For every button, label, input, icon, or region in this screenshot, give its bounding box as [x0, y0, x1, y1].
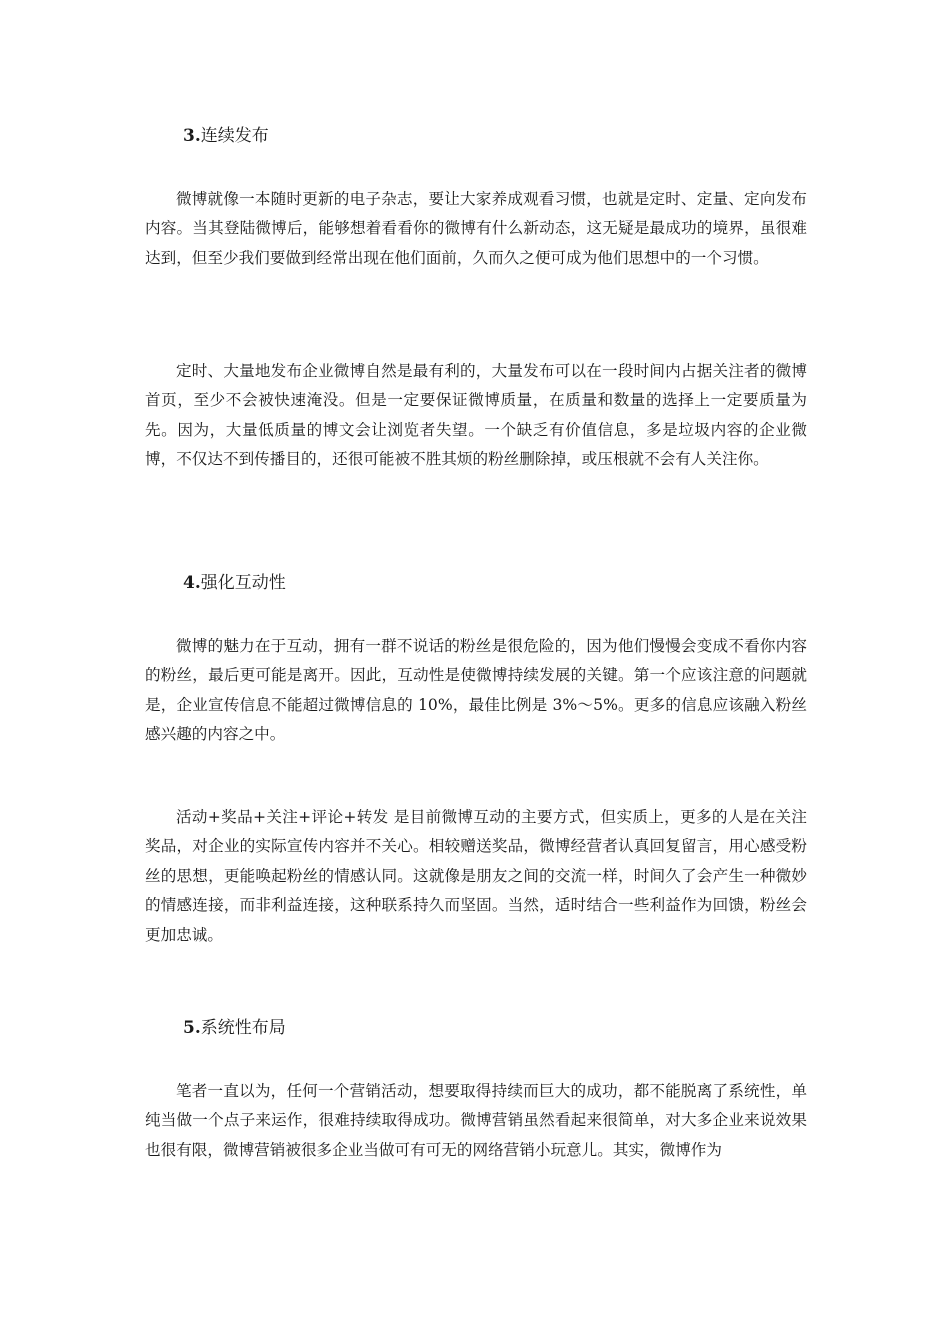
section-5-paragraph-1: 笔者一直以为，任何一个营销活动，想要取得持续而巨大的成功，都不能脱离了系统性，单纯当做一个点子来运作，很难持续取得成功。微博营销虽然看起来很简单，对大多企业来说效果也很有限，微博营销被很多企业当做可有可无的网络营销小玩意儿。其实，微博作为	[145, 1082, 807, 1159]
section-4-number: 4.	[183, 573, 201, 593]
section-3-title: 连续发布	[200, 126, 269, 146]
section-3-paragraph-1: 微博就像一本随时更新的电子杂志，要让大家养成观看习惯，也就是定时、定量、定向发布内容。当其登陆微博后，能够想着看看你的微博有什么新动态，这无疑是最成功的境界，虽很难达到，但至少我们要做到经常出现在他们面前，久而久之便可成为他们思想中的一个习惯。	[145, 190, 807, 267]
section-3-paragraph-2: 定时、大量地发布企业微博自然是最有利的，大量发布可以在一段时间内占据关注者的微博首页，至少不会被快速淹没。但是一定要保证微博质量，在质量和数量的选择上一定要质量为先。因为，大量低质量的博文会让浏览者失望。一个缺乏有价值信息，多是垃圾内容的企业微博，不仅达不到传播目的，还很可能被不胜其烦的粉丝删除掉，或压根就不会有人关注你。	[145, 362, 807, 469]
section-4-heading	[183, 571, 286, 595]
section-4-title: 强化互动性	[200, 573, 286, 593]
section-5-number: 5.	[183, 1018, 201, 1038]
section-4-paragraph-1: 微博的魅力在于互动，拥有一群不说话的粉丝是很危险的，因为他们慢慢会变成不看你内容的粉丝，最后更可能是离开。因此，互动性是使微博持续发展的关键。第一个应该注意的问题就是，企业宣传信息不能超过微博信息的 10%，最佳比例是 3%～5%。更多的信息应该融入粉丝感兴趣的内容之中。	[145, 637, 807, 744]
section-3-heading	[183, 124, 269, 148]
section-5-heading	[183, 1016, 286, 1040]
section-4-paragraph-2: 活动+奖品+关注+评论+转发 是目前微博互动的主要方式，但实质上，更多的人是在关注奖品，对企业的实际宣传内容并不关心。相较赠送奖品，微博经营者认真回复留言，用心感受粉丝的思想，更能唤起粉丝的情感认同。这就像是朋友之间的交流一样，时间久了会产生一种微妙的情感连接，而非利益连接，这种联系持久而坚固。当然，适时结合一些利益作为回馈，粉丝会更加忠诚。	[145, 808, 807, 944]
section-5-title: 系统性布局	[200, 1018, 286, 1038]
section-3-number: 3.	[183, 126, 201, 146]
